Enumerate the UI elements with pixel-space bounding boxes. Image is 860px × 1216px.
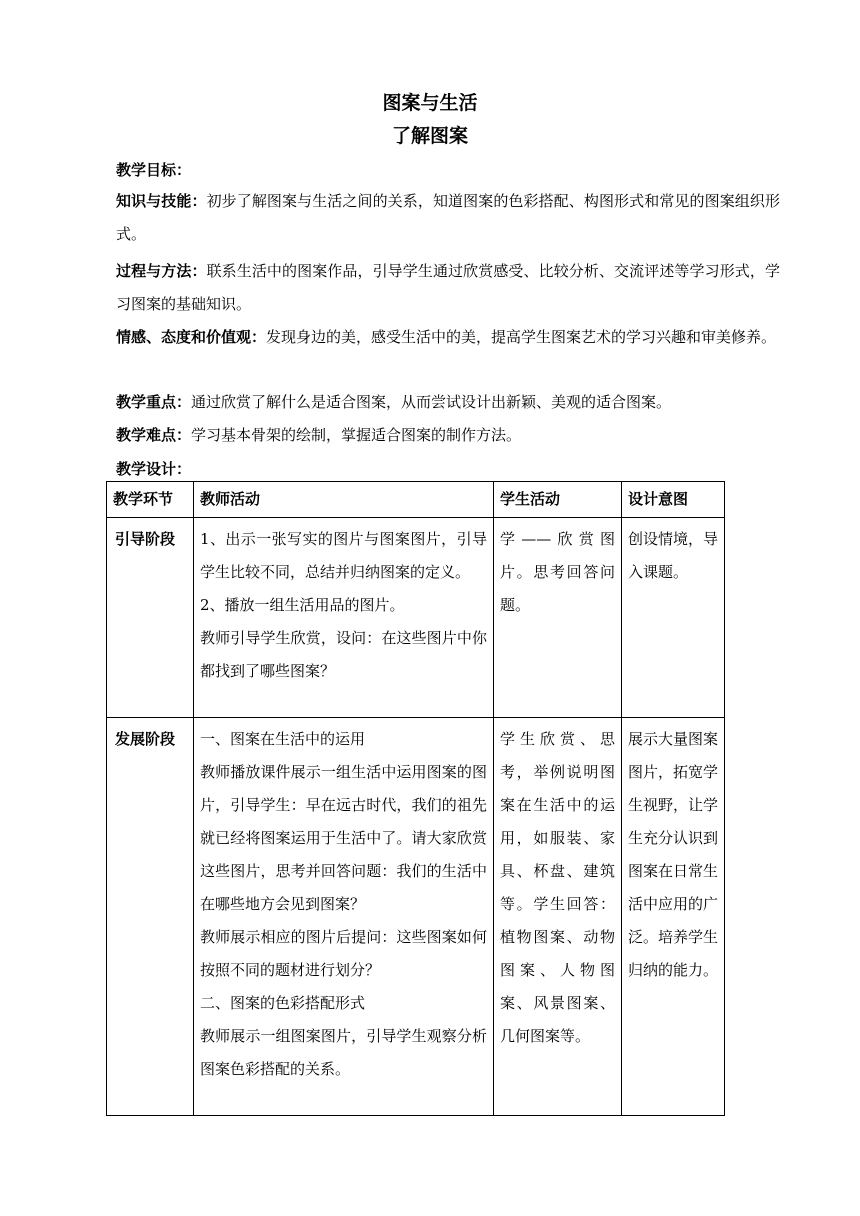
document-subtitle: 了解图案 [391,125,468,147]
key-point-paragraph [116,386,780,419]
teacher-activity-line: 2、播放一组生活用品的图片。 [200,596,405,614]
table-header-cell: 设计意图 [622,482,725,518]
knowledge-paragraph [116,185,780,251]
difficulty-text: 学习基本骨架的绘制，掌握适合图案的制作方法。 [191,426,522,444]
design-intent-cell: 展示大量图案图片，拓宽学生视野，让学生充分认识到图案在日常生活中应用的广泛。培养学生归纳的能力。 [622,718,725,1116]
design-intent-cell: 创设情境，导入课题。 [622,518,725,718]
table-row [107,518,725,718]
table-header-cell: 教学环节 [107,482,194,518]
process-text: 联系生活中的图案作品，引导学生通过欣赏感受、比较分析、交流评述等学习形式，学习图案的基础知识。 [116,262,780,313]
knowledge-label: 知识与技能： [116,192,207,210]
key-point-label: 教学重点： [116,393,192,411]
design-heading: 教学设计： [116,460,192,478]
teacher-activity-line: 教师播放课件展示一组生活中运用图案的图片，引导学生：早在远古时代，我们的祖先就已经将图案运用于生活中了。请大家欣赏这些图片，思考并回答问题：我们的生活中在哪些地方会见到图案？ [200,763,487,913]
table-header-row [107,482,725,518]
teacher-activity-cell [194,718,494,1116]
teacher-activity-cell [194,518,494,718]
teacher-activity-line: 1、出示一张写实的图片与图案图片，引导学生比较不同，总结并归纳图案的定义。 [200,530,487,581]
emotion-paragraph [116,321,780,354]
document-title: 图案与生活 [382,92,478,114]
table-header-cell: 教师活动 [194,482,494,518]
stage-cell: 发展阶段 [107,718,194,1116]
teacher-activity-line: 教师引导学生欣赏，设问：在这些图片中你都找到了哪些图案？ [200,629,487,680]
teacher-activity-line: 一、图案在生活中的运用 [200,730,366,748]
key-point-text: 通过欣赏了解什么是适合图案，从而尝试设计出新颖、美观的适合图案。 [191,393,672,411]
student-activity-cell: 学——欣赏图片。思考回答问题。 [494,518,622,718]
difficulty-paragraph [116,419,780,452]
teacher-activity-line: 教师展示一组图案图片，引导学生观察分析图案色彩搭配的关系。 [200,1027,487,1078]
teacher-activity-line: 二、图案的色彩搭配形式 [200,994,366,1012]
student-activity-cell: 学生欣赏、思考，举例说明图案在生活中的运用，如服装、家具、杯盘、建筑等。学生回答：植物图案、动物图案、人物图案、风景图案、几何图案等。 [494,718,622,1116]
teacher-activity-line: 教师展示相应的图片后提问：这些图案如何按照不同的题材进行划分？ [200,928,487,979]
table-header-cell: 学生活动 [494,482,622,518]
objectives-heading: 教学目标： [116,161,192,179]
table-row [107,718,725,1116]
process-label: 过程与方法： [116,262,207,280]
stage-cell: 引导阶段 [107,518,194,718]
lesson-design-table [106,481,725,1116]
knowledge-text: 初步了解图案与生活之间的关系，知道图案的色彩搭配、构图形式和常见的图案组织形式。 [116,192,780,243]
emotion-label: 情感、态度和价值观： [116,328,267,346]
emotion-text: 发现身边的美，感受生活中的美，提高学生图案艺术的学习兴趣和审美修养。 [266,328,777,346]
process-paragraph [116,255,780,321]
difficulty-label: 教学难点： [116,426,192,444]
